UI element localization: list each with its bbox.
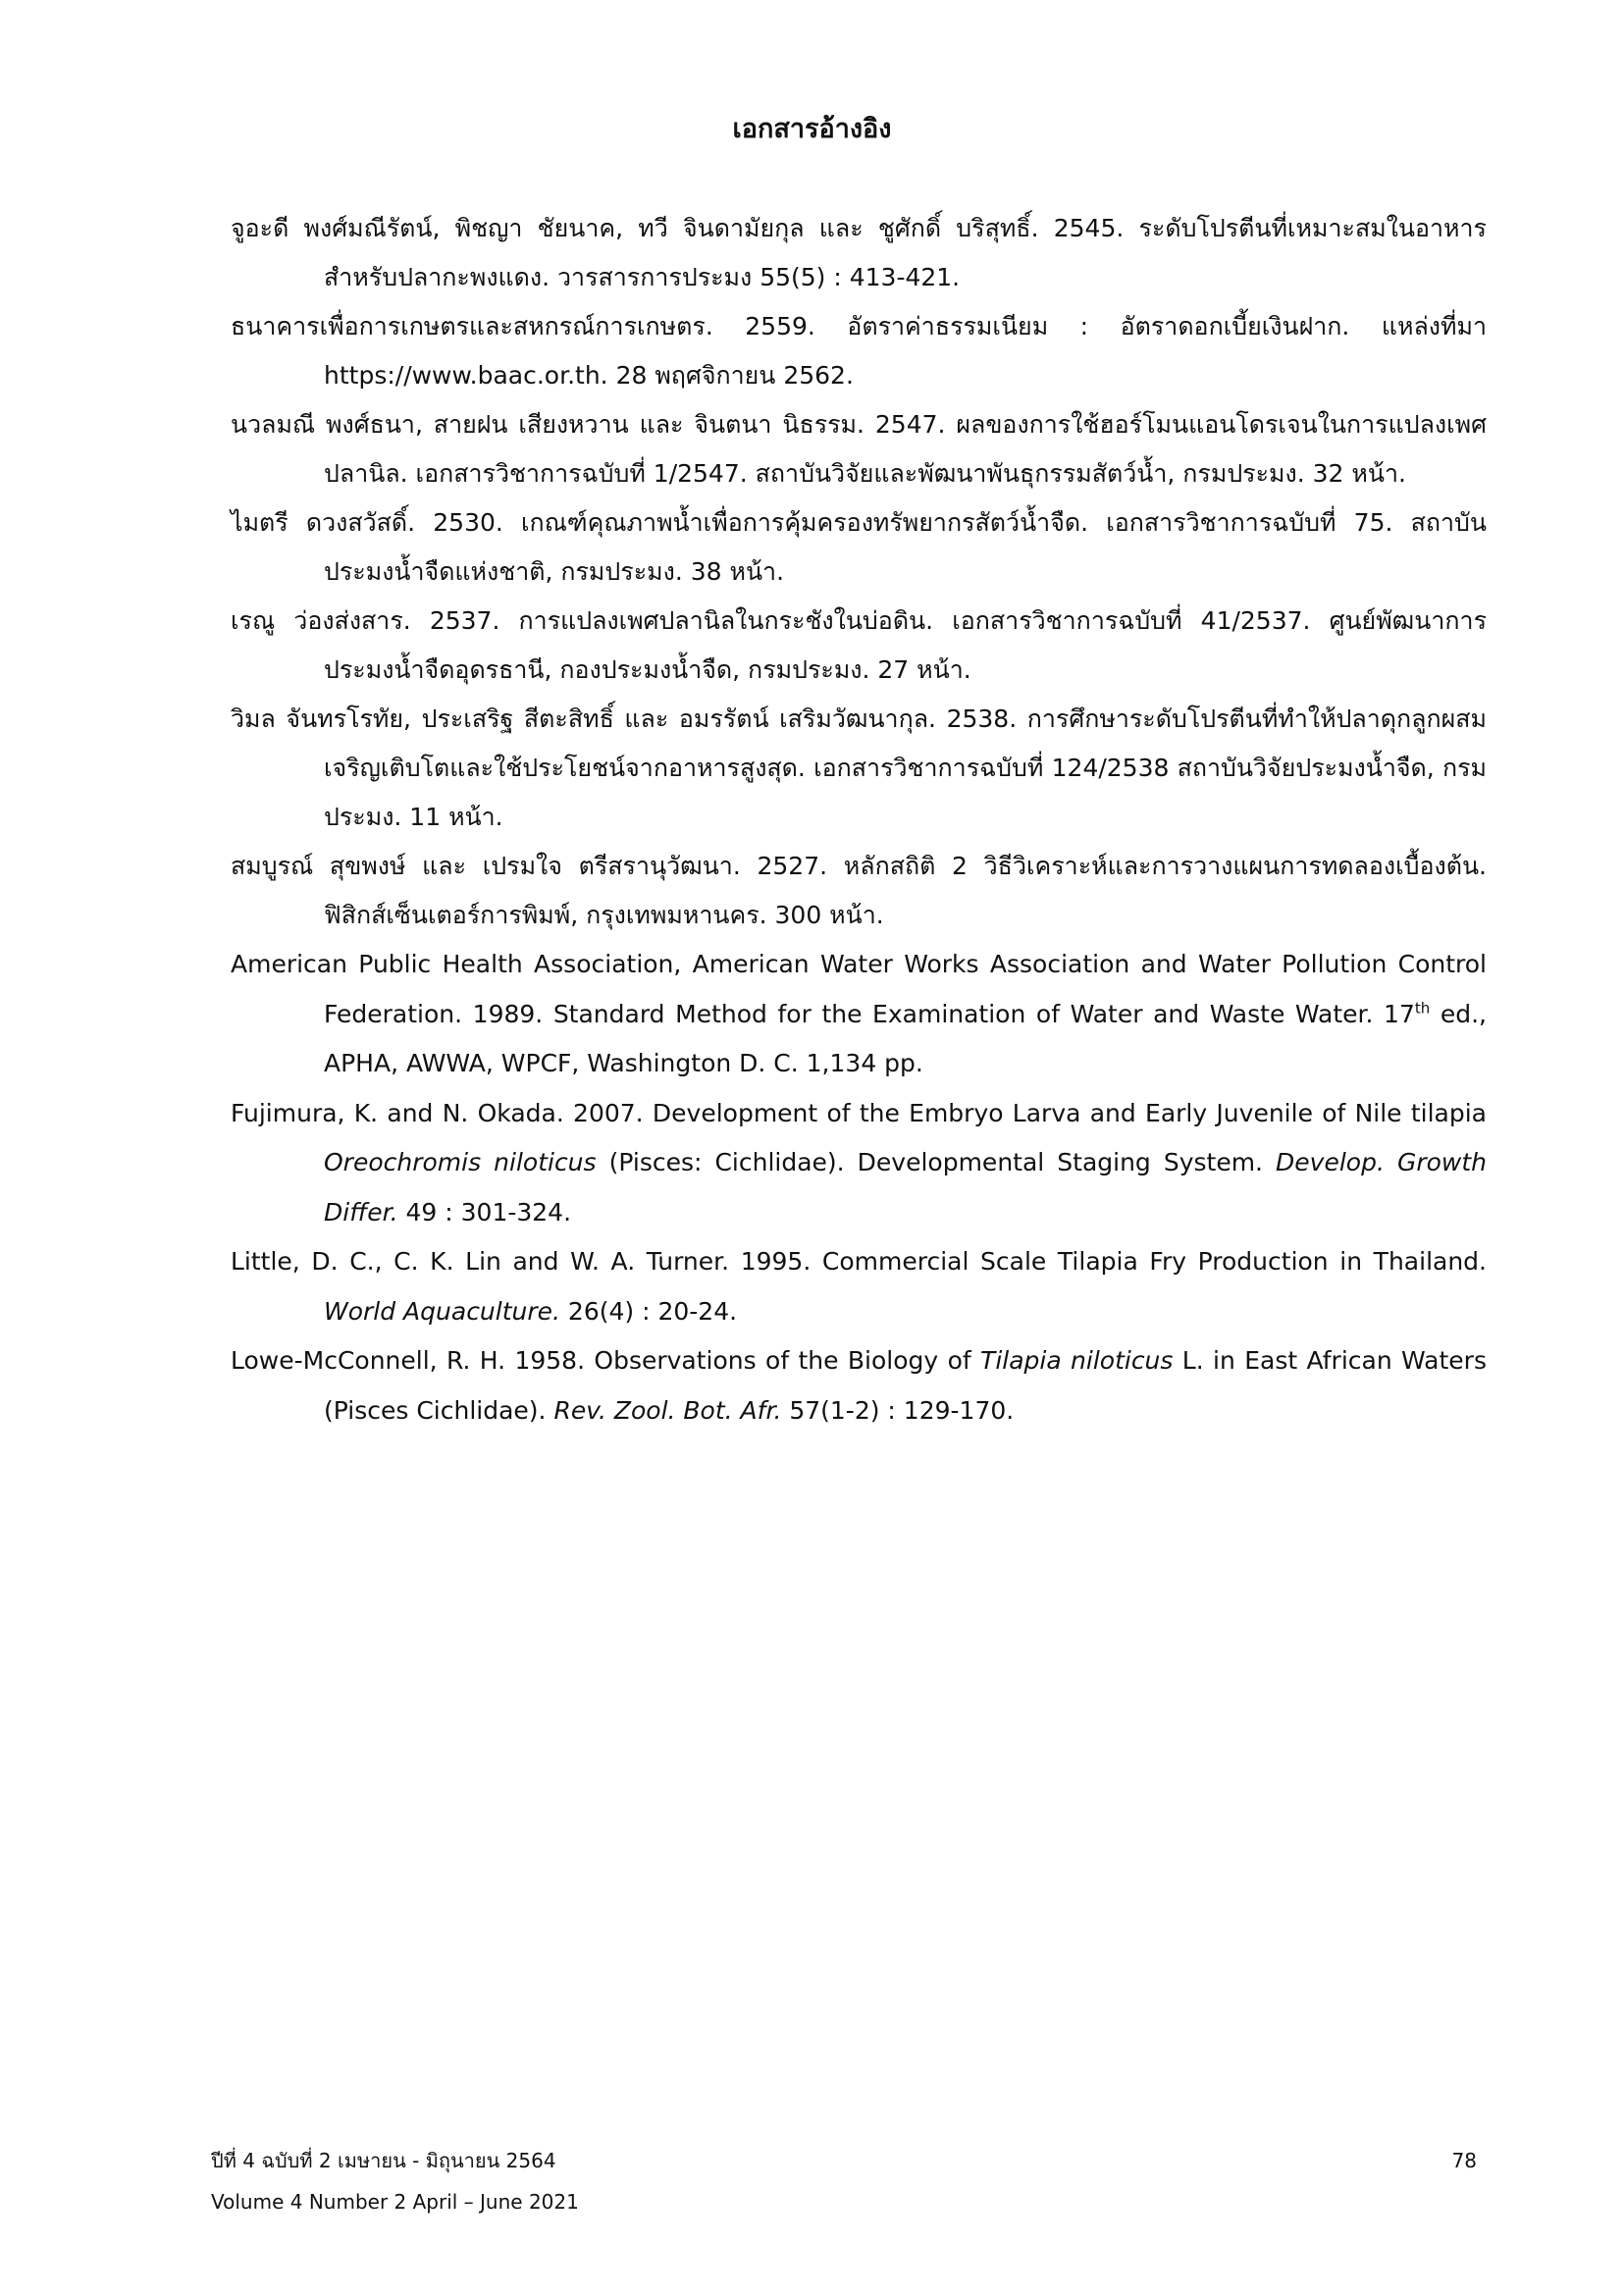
journal-name: Rev. Zool. Bot. Afr. — [553, 1395, 782, 1425]
reference-text: Little, D. C., C. K. Lin and W. A. Turner. 1995. Commercial Scale Tilapia Fry Production in Thailand. — [231, 1247, 1487, 1276]
reference-item — [231, 842, 1487, 940]
reference-item — [231, 940, 1487, 1089]
superscript: th — [1414, 999, 1431, 1018]
reference-list — [231, 204, 1487, 1435]
reference-text: Fujimura, K. and N. Okada. 2007. Development of the Embryo Larva and Early Juvenile of Nile tilapia — [231, 1098, 1487, 1127]
reference-item — [231, 1089, 1487, 1238]
reference-text: สมบูรณ์ สุขพงษ์ และ เปรมใจ ตรีสรานุวัฒนา. 2527. หลักสถิติ 2 วิธีวิเคราะห์และการวางแผนการทดลองเบื้องต้น. ฟิสิกส์เซ็นเตอร์การพิมพ์, กรุงเทพมหานคร. 300 หน้า. — [231, 852, 1487, 929]
species-name: Tilapia niloticus — [980, 1346, 1174, 1375]
reference-text: (Pisces: Cichlidae). Developmental Staging System. — [596, 1148, 1277, 1176]
reference-item — [231, 1237, 1487, 1336]
reference-item — [231, 204, 1487, 302]
reference-text: นวลมณี พงศ์ธนา, สายฝน เสียงหวาน และ จินตนา นิธรรม. 2547. ผลของการใช้ฮอร์โมนแอนโดรเจนในการแปลงเพศปลานิล. เอกสารวิชาการฉบับที่ 1/2547. สถาบันวิจัยและพัฒนาพันธุกรรมสัตว์น้ำ, กรมประมง. 32 หน้า. — [231, 410, 1487, 488]
reference-text: จูอะดี พงศ์มณีรัตน์, พิชญา ชัยนาค, ทวี จินดามัยกุล และ ชูศักดิ์ บริสุทธิ์. 2545. ระดับโปรตีนที่เหมาะสมในอาหารสำหรับปลากะพงแดง. วารสารการประมง 55(5) : 413-421. — [231, 214, 1487, 291]
reference-item — [231, 1336, 1487, 1435]
reference-text: วิมล จันทรโรทัย, ประเสริฐ สีตะสิทธิ์ และ อมรรัตน์ เสริมวัฒนากุล. 2538. การศึกษาระดับโปรตีนที่ทำให้ปลาดุกลูกผสมเจริญเติบโตและใช้ประโยชน์จากอาหารสูงสุด. เอกสารวิชาการฉบับที่ 124/2538 สถาบันวิจัยประมงน้ำจืด, กรมประมง. 11 หน้า. — [231, 704, 1487, 831]
species-name: Oreochromis niloticus — [324, 1148, 597, 1176]
reference-text: 57(1-2) : 129-170. — [781, 1395, 1015, 1425]
page-title: เอกสารอ้างอิง — [732, 114, 892, 144]
journal-name: Develop. Growth Differ. — [324, 1148, 1487, 1226]
reference-text: L. in East African Waters (Pisces Cichlidae). — [324, 1346, 1487, 1425]
reference-item — [231, 302, 1487, 400]
reference-text: เรณู ว่องส่งสาร. 2537. การแปลงเพศปลานิลในกระชังในบ่อดิน. เอกสารวิชาการฉบับที่ 41/2537. ศูนย์พัฒนาการประมงน้ำจืดอุดรธานี, กองประมงน้ำจืด, กรมประมง. 27 หน้า. — [231, 606, 1487, 684]
reference-item — [231, 695, 1487, 842]
footer-issue-english: Volume 4 Number 2 April – June 2021 — [211, 2190, 579, 2214]
reference-text: ธนาคารเพื่อการเกษตรและสหกรณ์การเกษตร. 2559. อัตราค่าธรรมเนียม : อัตราดอกเบี้ยเงินฝาก. แหล่งที่มา https://www.baac.or.th. 28 พฤศจิกายน 2562. — [231, 312, 1487, 390]
reference-text: ไมตรี ดวงสวัสดิ์. 2530. เกณฑ์คุณภาพน้ำเพื่อการคุ้มครองทรัพยากรสัตว์น้ำจืด. เอกสารวิชาการฉบับที่ 75. สถาบันประมงน้ำจืดแห่งชาติ, กรมประมง. 38 หน้า. — [231, 508, 1487, 586]
reference-text: Lowe-McConnell, R. H. 1958. Observations of the Biology of — [231, 1346, 981, 1375]
reference-item — [231, 498, 1487, 597]
reference-text: 26(4) : 20-24. — [559, 1296, 738, 1326]
reference-text: 49 : 301-324. — [397, 1197, 572, 1226]
page-number: 78 — [1451, 2149, 1477, 2172]
reference-text: ed., APHA, AWWA, WPCF, Washington D. C. 1,134 pp. — [324, 999, 1487, 1077]
footer-issue-thai: ปีที่ 4 ฉบับที่ 2 เมษายน - มิถุนายน 2564 — [211, 2149, 556, 2172]
reference-item — [231, 597, 1487, 695]
journal-name: World Aquaculture. — [324, 1296, 560, 1326]
reference-item — [231, 400, 1487, 498]
reference-text: American Public Health Association, American Water Works Association and Water Pollution Control Federation. 1989. Standard Method for the Examination of Water and Waste Water. 17 — [231, 950, 1487, 1028]
